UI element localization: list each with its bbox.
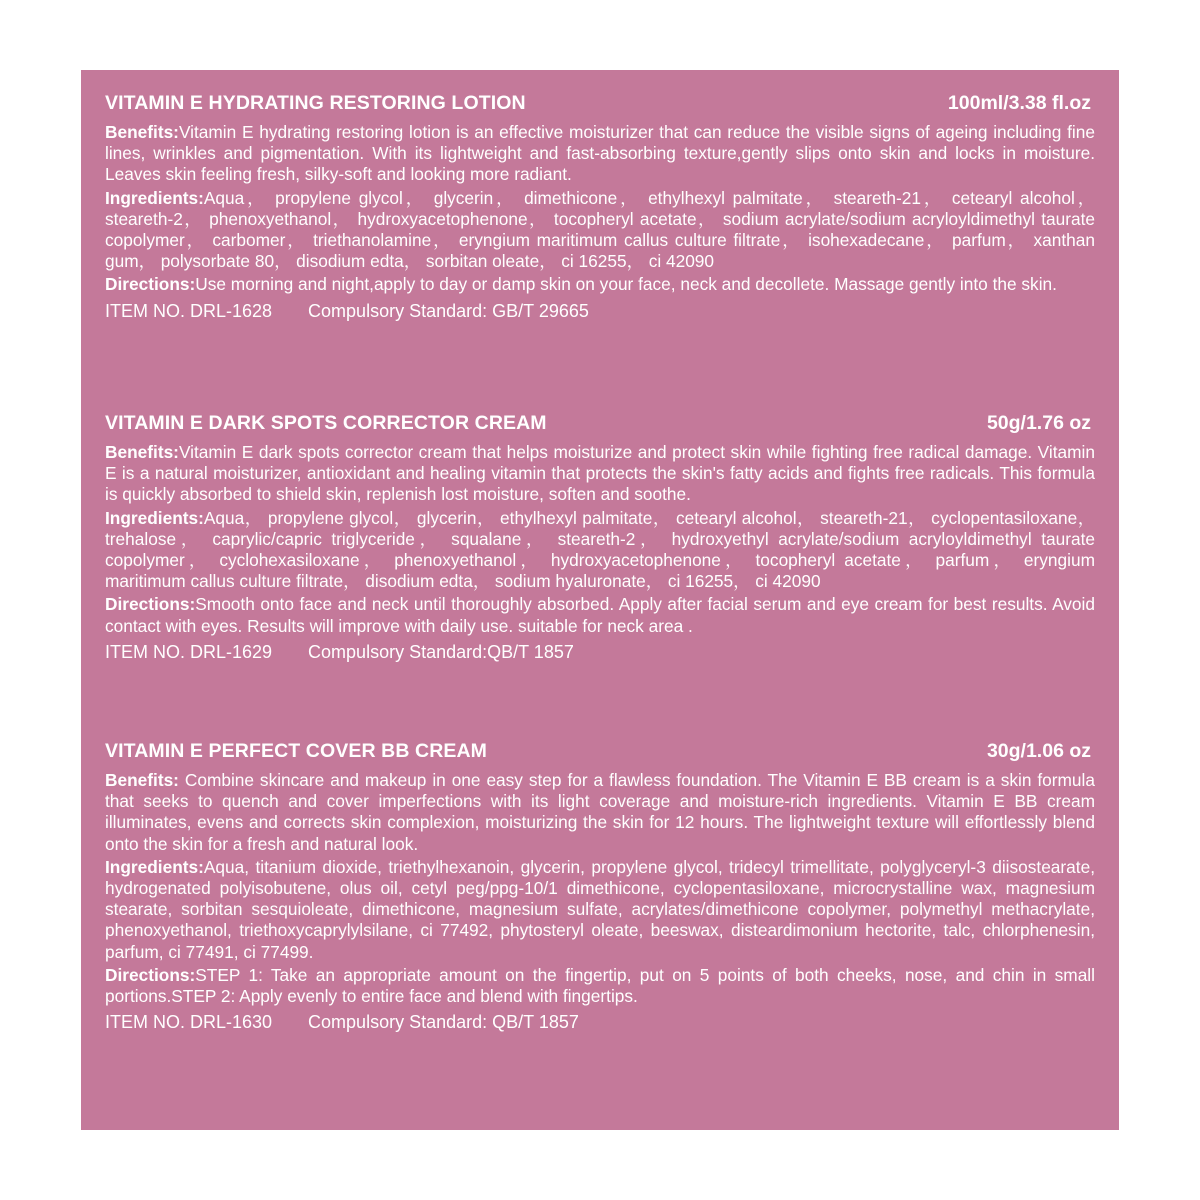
ingredients-text: Aqua， propylene glycol， glycerin， dimethicone， ethylhexyl palmitate， steareth-21， cetearyl alcohol， steareth-2， phenoxyethanol， hydroxyacetophenone， tocopheryl acetate， sodium acrylate/sodium acryloyldimethyl taurate copolymer， carbomer， triethanolamine， eryngium maritimum callus culture filtrate， isohexadecane， parfum， xanthan gum， polysorbate 80， disodium edta， sorbitan oleate， ci 16255， ci 42090 <box>105 187 1095 272</box>
product-size: 100ml/3.38 fl.oz <box>947 92 1091 114</box>
directions-label: Directions: <box>105 964 196 985</box>
ingredients-paragraph <box>105 857 1095 963</box>
directions-text: STEP 1: Take an appropriate amount on the fingertip, put on 5 points of both cheeks, nose, and chin in small portions.STEP 2: Apply evenly to entire face and blend with fingertips. <box>105 964 1095 1007</box>
ingredients-text: Aqua, titanium dioxide, triethylhexanoin, glycerin, propylene glycol, tridecyl trimellitate, polyglyceryl-3 diisostearate, hydrogenated polyisobutene, olus oil, cetyl peg/ppg-10/1 dimethicone, cyclopentasiloxane, microcrystalline wax, magnesium stearate, sorbitan sesquioleate, dimethicone, magnesium sulfate, acrylates/dimethicone copolymer, polymethyl methacrylate, phenoxyethanol, triethoxycaprylylsilane, ci 77492, phytosteryl oleate, beeswax, disteardimonium hectorite, talc, chlorphenesin, parfum, ci 77491, ci 77499. <box>105 856 1095 962</box>
item-number: ITEM NO. DRL-1629 <box>105 641 273 662</box>
benefits-text: Combine skincare and makeup in one easy step for a flawless foundation. The Vitamin E BB cream is a skin formula that seeks to quench and cover imperfections with its light coverage and moisture-rich ingredients. Vitamin E BB cream illuminates, evens and corrects skin complexion, moisturizing the skin for 12 hours. The lightweight texture will effortlessly blend onto the skin for a fresh and natural look. <box>105 770 1095 854</box>
product-section-corrector-cream <box>105 412 1095 663</box>
directions-label: Directions: <box>105 594 196 615</box>
benefits-label: Benefits: <box>105 122 179 142</box>
ingredients-paragraph <box>105 188 1095 273</box>
label-panel <box>81 70 1119 1130</box>
ingredients-label: Ingredients: <box>105 507 204 528</box>
benefits-label: Benefits: <box>105 442 179 462</box>
item-number: ITEM NO. DRL-1630 <box>105 1012 273 1033</box>
directions-paragraph <box>105 594 1095 636</box>
directions-text: Use morning and night,apply to day or damp skin on your face, neck and decollete. Massage gently into the skin. <box>195 274 1057 295</box>
product-size: 30g/1.06 oz <box>986 740 1091 762</box>
benefits-paragraph <box>105 442 1095 506</box>
product-name: VITAMIN E PERFECT COVER BB CREAM <box>105 740 488 762</box>
benefits-paragraph <box>105 122 1095 186</box>
item-line <box>105 641 1095 663</box>
ingredients-label: Ingredients: <box>105 856 204 877</box>
product-header <box>105 92 1095 122</box>
directions-text: Smooth onto face and neck until thoroughly absorbed. Apply after facial serum and eye cream for best results. Avoid contact with eyes. Results will improve with daily use. suitable for neck area . <box>105 594 1095 636</box>
compulsory-standard: Compulsory Standard:QB/T 1857 <box>308 641 574 662</box>
directions-paragraph <box>105 965 1095 1007</box>
product-header <box>105 740 1095 770</box>
benefits-label: Benefits: <box>105 770 179 790</box>
item-number: ITEM NO. DRL-1628 <box>105 300 273 321</box>
item-line <box>105 300 1095 322</box>
directions-paragraph <box>105 274 1095 295</box>
compulsory-standard: Compulsory Standard: GB/T 29665 <box>308 300 589 321</box>
ingredients-text: Aqua， propylene glycol， glycerin， ethylhexyl palmitate， cetearyl alcohol， steareth-21， cyclopentasiloxane， trehalose， caprylic/capric triglyceride， squalane， steareth-2， hydroxyethyl acrylate/sodium acryloyldimethyl taurate copolymer， cyclohexasiloxane， phenoxyethanol， hydroxyacetophenone， tocopheryl acetate， parfum， eryngium maritimum callus culture filtrate， disodium edta， sodium hyaluronate， ci 16255， ci 42090 <box>105 507 1095 592</box>
product-size: 50g/1.76 oz <box>986 412 1091 434</box>
product-section-bb-cream <box>105 740 1095 1033</box>
product-name: VITAMIN E HYDRATING RESTORING LOTION <box>105 92 526 114</box>
benefits-text: Vitamin E hydrating restoring lotion is an effective moisturizer that can reduce the visible signs of ageing including fine lines, wrinkles and pigmentation. With its lightweight and fast-absorbing texture,gently slips onto skin and locks in moisture. Leaves skin feeling fresh, silky-soft and looking more radiant. <box>105 122 1095 185</box>
ingredients-paragraph <box>105 508 1095 593</box>
ingredients-label: Ingredients: <box>105 187 204 208</box>
product-section-lotion <box>105 92 1095 322</box>
benefits-paragraph <box>105 770 1095 855</box>
compulsory-standard: Compulsory Standard: QB/T 1857 <box>308 1012 579 1033</box>
directions-label: Directions: <box>105 274 196 295</box>
product-name: VITAMIN E DARK SPOTS CORRECTOR CREAM <box>105 412 547 434</box>
benefits-text: Vitamin E dark spots corrector cream that helps moisturize and protect skin while fighting free radical damage. Vitamin E is a natural moisturizer, antioxidant and healing vitamin that protects the skin's fatty acids and fights free radicals. This formula is quickly absorbed to shield skin, replenish lost moisture, soften and soothe. <box>105 442 1095 505</box>
product-header <box>105 412 1095 442</box>
item-line <box>105 1011 1095 1033</box>
